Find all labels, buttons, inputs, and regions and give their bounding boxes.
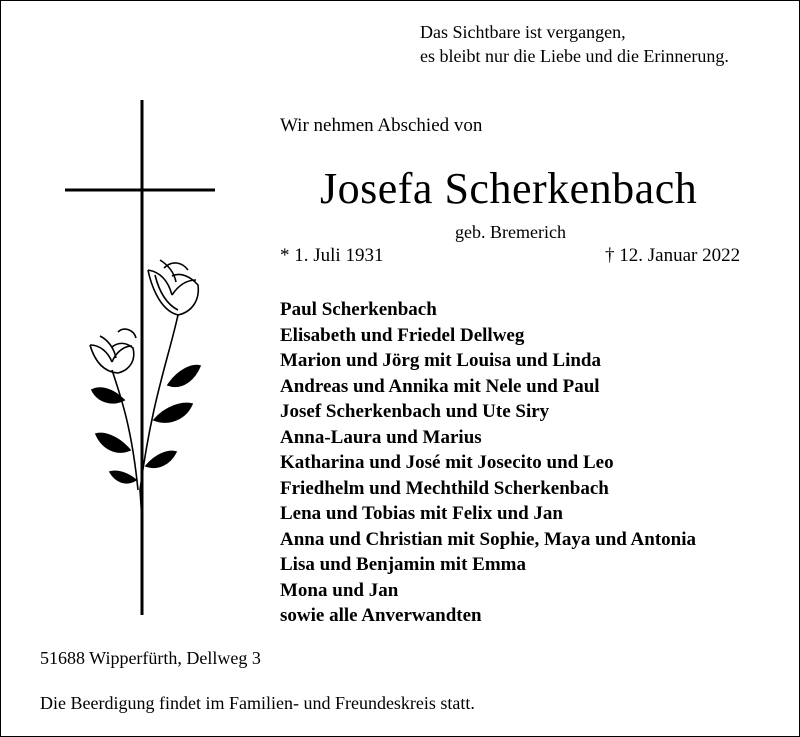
mourner-item: Katharina und José mit Josecito und Leo	[280, 452, 614, 473]
mourner-item: sowie alle Anverwandten	[280, 605, 482, 626]
deceased-name: Josefa Scherkenbach	[320, 164, 698, 213]
mourner-item: Friedhelm und Mechthild Scherkenbach	[280, 477, 609, 499]
mourner-item: Andreas und Annika mit Nele und Paul	[280, 375, 600, 397]
intro-text: Wir nehmen Abschied von	[280, 115, 483, 136]
motto-line-1: Das Sichtbare ist vergangen,	[420, 22, 626, 42]
mourner-item: Anna-Laura und Marius	[280, 426, 482, 448]
mourner-item: Marion und Jörg mit Louisa und Linda	[280, 350, 601, 371]
funeral-note: Die Beerdigung findet im Familien- und Freundeskreis statt.	[40, 693, 475, 713]
mourners-list	[280, 297, 696, 629]
mourner-item: Paul Scherkenbach	[280, 299, 437, 320]
address: 51688 Wipperfürth, Dellweg 3	[40, 648, 261, 668]
rose-icon	[90, 260, 200, 520]
motto-line-2: es bleibt nur die Liebe und die Erinnerung.	[420, 46, 729, 66]
maiden-name: geb. Bremerich	[455, 222, 566, 242]
cross-with-rose	[60, 100, 220, 615]
cross-icon	[65, 100, 215, 615]
mourner-item: Lisa und Benjamin mit Emma	[280, 554, 526, 575]
mourner-item: Anna und Christian mit Sophie, Maya und Antonia	[280, 528, 697, 550]
birth-date: * 1. Juli 1931	[280, 245, 384, 266]
motto	[420, 20, 729, 68]
death-date: † 12. Januar 2022	[605, 245, 741, 266]
mourner-item: Lena und Tobias mit Felix und Jan	[280, 503, 563, 524]
mourner-item: Josef Scherkenbach und Ute Siry	[280, 401, 550, 422]
mourner-item: Elisabeth und Friedel Dellweg	[280, 324, 525, 346]
mourner-item: Mona und Jan	[280, 579, 399, 601]
